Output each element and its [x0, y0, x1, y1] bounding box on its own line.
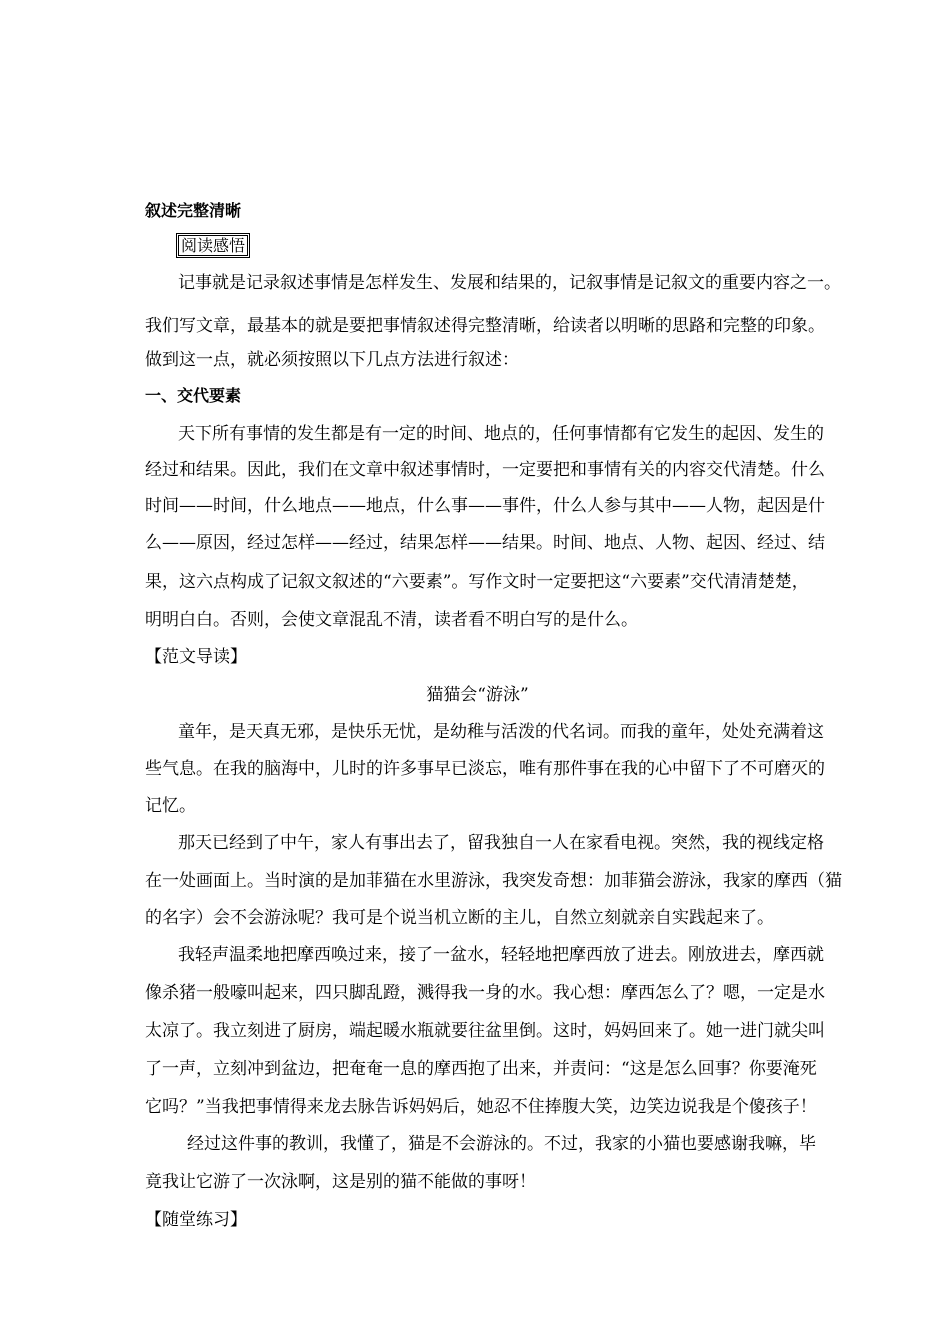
- example-label: 【范文导读】: [145, 647, 247, 667]
- essay-title: 猫猫会“游泳”: [426, 685, 529, 705]
- essay-p2-line-2: 在一处画面上。当时演的是加菲猫在水里游泳，我突发奇想：加菲猫会游泳，我家的摩西（猫: [145, 871, 842, 891]
- intro-line-2: 我们写文章，最基本的就是要把事情叙述得完整清晰，给读者以明晰的思路和完整的印象。: [145, 316, 825, 336]
- practice-label: 【随堂练习】: [145, 1210, 247, 1230]
- para1-line-4: 么——原因，经过怎样——经过，结果怎样——结果。时间、地点、人物、起因、经过、结: [145, 533, 825, 553]
- essay-p2-line-1: 那天已经到了中午，家人有事出去了，留我独自一人在家看电视。突然，我的视线定格: [178, 833, 824, 853]
- essay-p3-line-5: 它吗？”当我把事情得来龙去脉告诉妈妈后，她忍不住捧腹大笑，边笑边说我是个傻孩子！: [145, 1097, 817, 1117]
- para1-line-6: 明明白白。否则，会使文章混乱不清，读者看不明白写的是什么。: [145, 610, 638, 630]
- doc-title: 叙述完整清晰: [145, 201, 242, 220]
- essay-p3-line-2: 像杀猪一般嚎叫起来，四只脚乱蹬，溅得我一身的水。我心想：摩西怎么了？嗯，一定是水: [145, 983, 825, 1003]
- intro-line-1: 记事就是记录叙述事情是怎样发生、发展和结果的，记叙事情是记叙文的重要内容之一。: [178, 273, 841, 293]
- reading-insight-box: 阅读感悟: [178, 235, 248, 256]
- essay-p2-line-3: 的名字）会不会游泳呢？我可是个说当机立断的主儿，自然立刻就亲自实践起来了。: [145, 908, 774, 928]
- intro-line-3: 做到这一点，就必须按照以下几点方法进行叙述：: [145, 350, 519, 370]
- essay-p1-line-2: 些气息。在我的脑海中，儿时的许多事早已淡忘，唯有那件事在我的心中留下了不可磨灭的: [145, 759, 825, 779]
- section-box-label: [178, 236, 248, 256]
- essay-p3-line-3: 太凉了。我立刻进了厨房，端起暖水瓶就要往盆里倒。这时，妈妈回来了。她一进门就尖叫: [145, 1021, 825, 1041]
- para1-line-2: 经过和结果。因此，我们在文章中叙述事情时，一定要把和事情有关的内容交代清楚。什么: [145, 460, 825, 480]
- essay-p3-line-1: 我轻声温柔地把摩西唤过来，接了一盆水，轻轻地把摩西放了进去。刚放进去，摩西就: [178, 945, 824, 965]
- para1-line-5: 果，这六点构成了记叙文叙述的“六要素”。写作文时一定要把这“六要素”交代清清楚楚，: [145, 572, 809, 592]
- para1-line-3: 时间——时间，什么地点——地点，什么事——事件，什么人参与其中——人物，起因是什: [145, 496, 825, 516]
- essay-p4-line-2: 竟我让它游了一次泳啊，这是别的猫不能做的事呀！: [145, 1172, 536, 1192]
- essay-p3-line-4: 了一声，立刻冲到盆边，把奄奄一息的摩西抱了出来，并责问：“这是怎么回事？你要淹死: [145, 1059, 817, 1079]
- essay-p1-line-3: 记忆。: [145, 796, 196, 816]
- para1-line-1: 天下所有事情的发生都是有一定的时间、地点的，任何事情都有它发生的起因、发生的: [178, 424, 824, 444]
- heading-elements: 一、交代要素: [145, 386, 242, 405]
- essay-p4-line-1: 经过这件事的教训，我懂了，猫是不会游泳的。不过，我家的小猫也要感谢我嘛，毕: [187, 1134, 816, 1154]
- essay-p1-line-1: 童年，是天真无邪，是快乐无忧，是幼稚与活泼的代名词。而我的童年，处处充满着这: [178, 722, 824, 742]
